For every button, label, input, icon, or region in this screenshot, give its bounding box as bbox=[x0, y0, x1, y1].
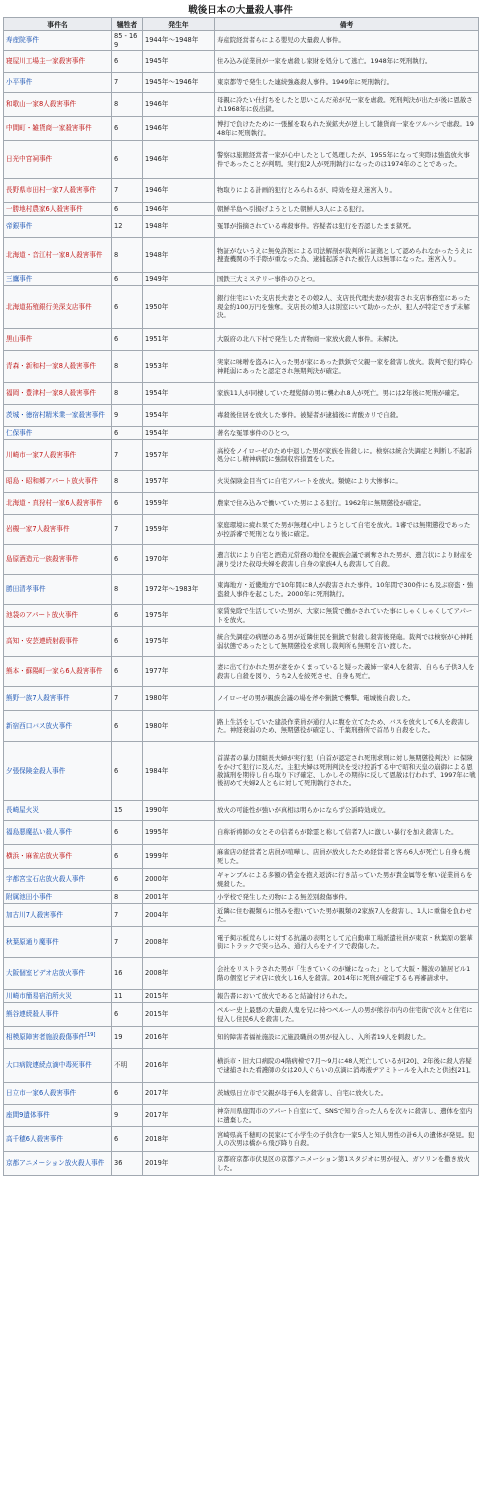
incident-year: 1950年 bbox=[143, 286, 215, 329]
table-row bbox=[4, 575, 479, 605]
victim-count: 8 bbox=[112, 471, 143, 493]
incident-name[interactable]: 帝銀事件 bbox=[6, 222, 33, 231]
incident-year: 1995年 bbox=[143, 821, 215, 845]
incident-name[interactable]: 島原酒造元一族殺害事件 bbox=[6, 555, 79, 564]
table-row bbox=[4, 958, 479, 990]
table-row bbox=[4, 93, 479, 117]
incident-name-link[interactable] bbox=[4, 51, 112, 73]
incident-note: 麻雀店の経営者と店員が喧嘩し、店員が放火したため経営者と客ら6人が死亡し自身も焼死した。 bbox=[215, 845, 479, 869]
incident-name[interactable]: 岩槻一家7人殺害事件 bbox=[6, 525, 70, 534]
table-row bbox=[4, 179, 479, 203]
incident-name-link[interactable] bbox=[4, 329, 112, 351]
incident-year: 2000年 bbox=[143, 869, 215, 891]
incident-note: 高校をノイローゼのため中退した男が家族を皆殺しに。検察は統合失調症と判断し不起訴処分にし精神病院に強制収容措置をした。 bbox=[215, 440, 479, 471]
incident-year: 1959年 bbox=[143, 515, 215, 545]
header-name[interactable]: 事件名 bbox=[4, 18, 112, 31]
incident-name-link[interactable] bbox=[4, 1083, 112, 1105]
table-row bbox=[4, 351, 479, 383]
incident-name[interactable]: 一勝地村農家6人殺害事件 bbox=[6, 204, 83, 213]
incident-name-link[interactable] bbox=[4, 742, 112, 801]
incident-name-link[interactable] bbox=[4, 31, 112, 51]
table-row bbox=[4, 657, 479, 687]
victim-count: 8 bbox=[112, 238, 143, 273]
incident-note: 物証がないうえに無免許医による司法解剖が裁判所に証拠として認められなかったうえに捜査機関の不手際が重なった為、逮捕起訴された被告人は無罪になった。迷宮入り。 bbox=[215, 238, 479, 273]
table-row bbox=[4, 31, 479, 51]
incident-note: 報告書において放火であると結論付けられた。 bbox=[215, 990, 479, 1003]
incident-name-link[interactable] bbox=[4, 405, 112, 427]
victim-count: 7 bbox=[112, 515, 143, 545]
table-row bbox=[4, 383, 479, 405]
incident-note: 銀行住宅にいた支店長夫妻とその娘2人、支店長代理夫妻が殺害され支店事務室にあった現金約100万円を強奪。支店長の娘3人は別室にいて助かったが、犯人が特定できず未解決。 bbox=[215, 286, 479, 329]
incident-note: 小学校で発生した刃物による無差別殺傷事件。 bbox=[215, 891, 479, 904]
incident-name-link[interactable] bbox=[4, 1127, 112, 1152]
incident-note: 東京都等で発生した連続強姦殺人事件。1949年に死刑執行。 bbox=[215, 73, 479, 93]
incident-name[interactable]: 座間9遺体事件 bbox=[6, 1111, 50, 1120]
incident-year: 1977年 bbox=[143, 657, 215, 687]
incident-name-link[interactable] bbox=[4, 1027, 112, 1049]
incident-name[interactable]: 秋葉原通り魔事件 bbox=[6, 937, 59, 946]
victim-count: 6 bbox=[112, 845, 143, 869]
incident-year: 2004年 bbox=[143, 904, 215, 927]
incident-name-link[interactable] bbox=[4, 203, 112, 216]
incident-name[interactable]: 勝田清孝事件 bbox=[6, 585, 46, 594]
incident-name-link[interactable] bbox=[4, 711, 112, 742]
incident-year: 1975年 bbox=[143, 627, 215, 657]
incident-year: 1949年 bbox=[143, 273, 215, 286]
incident-name[interactable]: 福島悪魔払い殺人事件 bbox=[6, 828, 72, 837]
incident-note: 大阪府の北八下村で発生した青物商一家放火殺人事件。未解決。 bbox=[215, 329, 479, 351]
table-row bbox=[4, 545, 479, 575]
incident-year: 2019年 bbox=[143, 1152, 215, 1176]
victim-count: 7 bbox=[112, 179, 143, 203]
victim-count: 36 bbox=[112, 1152, 143, 1176]
victim-count: 6 bbox=[112, 1083, 143, 1105]
table-row bbox=[4, 1083, 479, 1105]
incident-name[interactable]: 茨城・徳宿村精米業一家殺害事件 bbox=[6, 411, 105, 420]
incident-year: 2016年 bbox=[143, 1049, 215, 1083]
incident-name[interactable]: 黒山事件 bbox=[6, 335, 33, 344]
incident-year: 2008年 bbox=[143, 958, 215, 990]
incident-year: 2008年 bbox=[143, 927, 215, 958]
header-row bbox=[4, 18, 479, 31]
victim-count: 8 bbox=[112, 383, 143, 405]
incident-note: 放火の可能性が強いが真相は明らかにならず公訴時効成立。 bbox=[215, 801, 479, 821]
incident-note: 家賃免除で生活していた男が、大家に無賃で働かされていた事にしゃくしゃくしてアパートを放火。 bbox=[215, 605, 479, 627]
incident-name-link[interactable] bbox=[4, 1049, 112, 1083]
incident-name[interactable]: 寝屋川工場主一家殺害事件 bbox=[6, 57, 86, 66]
table-row bbox=[4, 1003, 479, 1027]
incident-year: 2017年 bbox=[143, 1083, 215, 1105]
incident-name-link[interactable] bbox=[4, 1003, 112, 1027]
victim-count: 6 bbox=[112, 1003, 143, 1027]
incident-name[interactable]: 長崎屋火災 bbox=[6, 806, 39, 815]
incident-year: 1972年〜1983年 bbox=[143, 575, 215, 605]
table-row bbox=[4, 493, 479, 515]
incident-year: 1957年 bbox=[143, 440, 215, 471]
table-row bbox=[4, 687, 479, 711]
incident-name-link[interactable] bbox=[4, 869, 112, 891]
victim-count: 6 bbox=[112, 51, 143, 73]
table-row bbox=[4, 286, 479, 329]
incident-name[interactable]: 熊谷連続殺人事件 bbox=[6, 1010, 59, 1019]
incident-year: 1984年 bbox=[143, 742, 215, 801]
incident-name-link[interactable] bbox=[4, 471, 112, 493]
header-note[interactable]: 備考 bbox=[215, 18, 479, 31]
incident-name[interactable]: 京都アニメーション放火殺人事件 bbox=[6, 1159, 105, 1168]
incident-name[interactable]: 熊野一族7人殺害事件 bbox=[6, 694, 70, 703]
mass-murder-table bbox=[3, 17, 479, 1176]
incident-name[interactable]: 福岡・豊津村一家8人殺害事件 bbox=[6, 389, 96, 398]
incident-note: 毒殺後住居を放火した事件。被疑者が逮捕後に青酸カリで自殺。 bbox=[215, 405, 479, 427]
incident-note: ペルー史上最悪の大量殺人鬼を兄に持つペルー人の男が熊谷市内の住宅街で次々と住宅に侵入し住民6人を殺害した。 bbox=[215, 1003, 479, 1027]
incident-name[interactable]: 加古川7人殺害事件 bbox=[6, 910, 63, 919]
table-row bbox=[4, 891, 479, 904]
incident-year: 1944年〜1948年 bbox=[143, 31, 215, 51]
table-row bbox=[4, 742, 479, 801]
incident-year: 2018年 bbox=[143, 1127, 215, 1152]
incident-year: 1951年 bbox=[143, 329, 215, 351]
incident-name[interactable]: 大阪個室ビデオ店放火事件 bbox=[6, 969, 85, 978]
table-row bbox=[4, 1152, 479, 1176]
incident-note: 住み込み従業員が一家を虐殺し家財を処分して逃亡。1948年に死刑執行。 bbox=[215, 51, 479, 73]
incident-note: ノイローゼの男が親族会議の場を斧や猟銃で襲撃。電城後自殺した。 bbox=[215, 687, 479, 711]
table-row bbox=[4, 1127, 479, 1152]
incident-name[interactable]: 北海道拓殖銀行美深支店事件 bbox=[6, 302, 92, 311]
victim-count: 6 bbox=[112, 286, 143, 329]
victim-count: 19 bbox=[112, 1027, 143, 1049]
incident-note: 家庭環境に疲れ果てた男が無理心中しようとして自宅を放火。1審では無期懲役であったが控訴審で死刑となり後に確定。 bbox=[215, 515, 479, 545]
table-row bbox=[4, 845, 479, 869]
incident-name-link[interactable] bbox=[4, 990, 112, 1003]
incident-name[interactable]: 宇都宮宝石店放火殺人事件 bbox=[6, 875, 86, 884]
incident-note: 家族11人が同棲していた理髪師の男に襲われ8人が死亡。男には2年後に死刑が確定。 bbox=[215, 383, 479, 405]
table-row bbox=[4, 117, 479, 141]
incident-year: 2015年 bbox=[143, 990, 215, 1003]
table-caption: 戦後日本の大量殺人事件 bbox=[188, 5, 293, 16]
incident-year: 1946年 bbox=[143, 141, 215, 179]
incident-note: 物取りによる計画的犯行とみられるが、時効を迎え迷宮入り。 bbox=[215, 179, 479, 203]
incident-name-link[interactable] bbox=[4, 545, 112, 575]
table-row bbox=[4, 427, 479, 440]
incident-note: 自称祈祷師の女とその信者らが除霊と称して信者7人に激しい暴行を加え殺害した。 bbox=[215, 821, 479, 845]
incident-name[interactable]: 小平事件 bbox=[6, 78, 33, 87]
incident-name-link[interactable] bbox=[4, 627, 112, 657]
incident-note: 著名な冤罪事件のひとつ。 bbox=[215, 427, 479, 440]
incident-year: 1953年 bbox=[143, 351, 215, 383]
incident-name[interactable]: 横浜・麻雀店放火事件 bbox=[6, 852, 72, 861]
incident-note: 寿産院経営者らによる嬰児の大量殺人事件。 bbox=[215, 31, 479, 51]
incident-year: 1945年〜1946年 bbox=[143, 73, 215, 93]
incident-year: 1946年 bbox=[143, 179, 215, 203]
table-row bbox=[4, 515, 479, 545]
victim-count: 85 - 169 bbox=[112, 31, 143, 51]
victim-count: 6 bbox=[112, 711, 143, 742]
incident-year: 2015年 bbox=[143, 1003, 215, 1027]
table-row bbox=[4, 927, 479, 958]
incident-name-link[interactable] bbox=[4, 845, 112, 869]
victim-count: 8 bbox=[112, 351, 143, 383]
incident-name[interactable]: 三鷹事件 bbox=[6, 274, 33, 283]
incident-year: 1970年 bbox=[143, 545, 215, 575]
incident-year: 1945年 bbox=[143, 51, 215, 73]
incident-note: 火災保険金目当てに自宅アパートを放火。類焼により大惨事に。 bbox=[215, 471, 479, 493]
table-row bbox=[4, 1105, 479, 1127]
incident-name-link[interactable] bbox=[4, 687, 112, 711]
victim-count: 6 bbox=[112, 657, 143, 687]
incident-note: 遺言状により自宅と酒造元常務の地位を親族会議で剥奪された男が、遺言状により財産を譲り受けた叔母夫婦を殺害し自身の家族4人も殺害して自殺。 bbox=[215, 545, 479, 575]
victim-count: 6 bbox=[112, 203, 143, 216]
incident-name[interactable]: 大口病院連続点滴中毒死事件 bbox=[6, 1061, 92, 1070]
table-row bbox=[4, 471, 479, 493]
table-row bbox=[4, 440, 479, 471]
incident-year: 1990年 bbox=[143, 801, 215, 821]
incident-name[interactable]: 高千穂6人殺害事件 bbox=[6, 1134, 63, 1143]
incident-note: 国鉄三大ミステリー事件のひとつ。 bbox=[215, 273, 479, 286]
incident-year: 1975年 bbox=[143, 605, 215, 627]
victim-count: 6 bbox=[112, 627, 143, 657]
reference-link[interactable]: [19] bbox=[85, 1032, 96, 1039]
incident-year: 1954年 bbox=[143, 383, 215, 405]
incident-name[interactable]: 熊本・蘇陽町一家ら6人殺害事件 bbox=[6, 667, 103, 676]
incident-year: 1946年 bbox=[143, 203, 215, 216]
incident-note: 妻に出て行かれた男が妻をかくまっていると疑った義姉一家4人を殺害、自らも子供3人を殺害し自殺を図り、うち2人を絞死させ、自身も死亡。 bbox=[215, 657, 479, 687]
victim-count: 8 bbox=[112, 575, 143, 605]
incident-note: 茨城県日立市で父親が母子6人を殺害し、自宅に放火した。 bbox=[215, 1083, 479, 1105]
incident-name-link[interactable] bbox=[4, 605, 112, 627]
incident-name[interactable]: 長野県市田村一家7人殺害事件 bbox=[6, 186, 96, 195]
incident-year: 1946年 bbox=[143, 117, 215, 141]
incident-name[interactable]: 仁保事件 bbox=[6, 428, 33, 437]
victim-count: 9 bbox=[112, 405, 143, 427]
header-year[interactable]: 発生年 bbox=[143, 18, 215, 31]
table-row bbox=[4, 216, 479, 238]
victim-count: 7 bbox=[112, 440, 143, 471]
victim-count: 6 bbox=[112, 605, 143, 627]
incident-year: 1999年 bbox=[143, 845, 215, 869]
victim-count: 6 bbox=[112, 117, 143, 141]
incident-name[interactable]: 青森・新和村一家8人殺害事件 bbox=[6, 362, 96, 371]
incident-name-link[interactable] bbox=[4, 801, 112, 821]
incident-year: 1957年 bbox=[143, 471, 215, 493]
incident-name[interactable]: 川崎市一家7人殺害事件 bbox=[6, 450, 77, 459]
victim-count: 6 bbox=[112, 821, 143, 845]
table-row bbox=[4, 904, 479, 927]
incident-year: 1946年 bbox=[143, 93, 215, 117]
incident-name-link[interactable] bbox=[4, 216, 112, 238]
victim-count: 6 bbox=[112, 329, 143, 351]
incident-name[interactable]: 夕張保険金殺人事件 bbox=[6, 766, 66, 775]
incident-year: 1959年 bbox=[143, 493, 215, 515]
incident-year: 1980年 bbox=[143, 687, 215, 711]
incident-note: 近隣に住む親類らに恨みを抱いていた男が親類の2家族7人を殺害し、1人に重傷を負わせた。 bbox=[215, 904, 479, 927]
incident-name-link[interactable] bbox=[4, 286, 112, 329]
incident-name[interactable]: 北海道・音江村一家8人殺害事件 bbox=[6, 250, 103, 259]
incident-note: 知的障害者福祉施設に元施設職員の男が侵入し、入所者19人を刺殺した。 bbox=[215, 1027, 479, 1049]
incident-name-link[interactable] bbox=[4, 1152, 112, 1176]
table-row bbox=[4, 329, 479, 351]
table-row bbox=[4, 711, 479, 742]
incident-note: 冤罪が指摘されている毒殺事件。容疑者は犯行を否認したまま獄死。 bbox=[215, 216, 479, 238]
incident-year: 1954年 bbox=[143, 405, 215, 427]
table-row bbox=[4, 605, 479, 627]
incident-note: 宮崎県高千穂町の民家にて小学生の子供含む一家5人と知人男性の計6人の遺体が発見。犯人の次男は橋から飛び降り自殺。 bbox=[215, 1127, 479, 1152]
incident-name-link[interactable] bbox=[4, 891, 112, 904]
incident-name[interactable]: 日光中宮祠事件 bbox=[6, 155, 53, 164]
incident-year: 2016年 bbox=[143, 1027, 215, 1049]
table-row bbox=[4, 821, 479, 845]
incident-note: 京都府京都市伏見区の京都アニメーション第1スタジオに男が侵入、ガソリンを撒き放火した。 bbox=[215, 1152, 479, 1176]
table-row bbox=[4, 141, 479, 179]
victim-count: 12 bbox=[112, 216, 143, 238]
incident-name-link[interactable] bbox=[4, 117, 112, 141]
incident-name[interactable]: 川崎市簡易宿泊所火災 bbox=[6, 991, 72, 1000]
table-row bbox=[4, 273, 479, 286]
table-row bbox=[4, 869, 479, 891]
victim-count: 7 bbox=[112, 904, 143, 927]
victim-count: 6 bbox=[112, 427, 143, 440]
incident-note: 統合失調症の病歴のある男が近隣住民を猟銃で射殺し殺害後発砲。裁判では検察が心神耗弱状態であったとして無期懲役を求刑し裁判所も無期を言い渡した。 bbox=[215, 627, 479, 657]
incident-name[interactable]: 池袋のアパート放火事件 bbox=[6, 611, 79, 620]
incident-year: 2001年 bbox=[143, 891, 215, 904]
incident-year: 1954年 bbox=[143, 427, 215, 440]
table-row bbox=[4, 1027, 479, 1049]
incident-year: 1948年 bbox=[143, 216, 215, 238]
incident-note: 農家で住み込みで働いていた男による犯行。1962年に無期懲役が確定。 bbox=[215, 493, 479, 515]
incident-name-link[interactable] bbox=[4, 958, 112, 990]
incident-note: 首謀者の暴力団組長夫婦が実行犯（自首が認定され死刑求刑に対し無期懲役判決）に保険をかけて犯行に及んだ。主犯夫婦は死刑判決を受け控訴する中で昭和天皇の崩御による恩赦減刑を期待し自ら取り下げ確定、しかしその期待に反して恩赦は行われず、1997年に戦後初めて夫婦2人ともに対して死刑執行された。 bbox=[215, 742, 479, 801]
victim-count: 15 bbox=[112, 801, 143, 821]
victim-count: 6 bbox=[112, 493, 143, 515]
incident-name[interactable]: 附属池田小事件 bbox=[6, 892, 53, 901]
victim-count: 不明 bbox=[112, 1049, 143, 1083]
incident-name-link[interactable] bbox=[4, 657, 112, 687]
incident-name-link[interactable] bbox=[4, 493, 112, 515]
incident-name-link[interactable] bbox=[4, 93, 112, 117]
incident-name-link[interactable] bbox=[4, 351, 112, 383]
incident-name-link[interactable] bbox=[4, 73, 112, 93]
incident-name-link[interactable] bbox=[4, 238, 112, 273]
victim-count: 8 bbox=[112, 891, 143, 904]
incident-note: 母親に冷たい仕打ちをしたと思いこんだ弟が兄一家を虐殺。死刑判決が出たが後に恩赦され1968年に仮出獄。 bbox=[215, 93, 479, 117]
incident-note: 路上生活をしていた建設作業員が通行人に腹を立てたため、バスを放火して6人を殺害した。神経衰弱のため、無期懲役が確定し、千葉刑務所で首吊り自殺をした。 bbox=[215, 711, 479, 742]
incident-note: 神奈川県座間市のアパート自室にて、SNSで知り合った人らを次々に殺害し、遺体を室内に遺棄した。 bbox=[215, 1105, 479, 1127]
victim-count: 6 bbox=[112, 141, 143, 179]
incident-name-link[interactable] bbox=[4, 1105, 112, 1127]
victim-count: 6 bbox=[112, 869, 143, 891]
table-row bbox=[4, 405, 479, 427]
incident-name[interactable]: 相模原障害者施設殺傷事件 bbox=[6, 1033, 86, 1042]
incident-name[interactable]: 高知・安芸連続射殺事件 bbox=[6, 637, 79, 646]
table-row bbox=[4, 73, 479, 93]
victim-count: 6 bbox=[112, 273, 143, 286]
table-row bbox=[4, 51, 479, 73]
incident-year: 1980年 bbox=[143, 711, 215, 742]
victim-count: 6 bbox=[112, 742, 143, 801]
victim-count: 9 bbox=[112, 1105, 143, 1127]
incident-name-link[interactable] bbox=[4, 821, 112, 845]
incident-year: 2017年 bbox=[143, 1105, 215, 1127]
victim-count: 6 bbox=[112, 545, 143, 575]
victim-count: 11 bbox=[112, 990, 143, 1003]
table-row bbox=[4, 801, 479, 821]
incident-name-link[interactable] bbox=[4, 440, 112, 471]
table-row bbox=[4, 203, 479, 216]
victim-count: 16 bbox=[112, 958, 143, 990]
incident-note: 警察は旅館経営者一家が心中したとして処理したが、1955年になって実際は強盗放火事件であったことが判明。実行犯2人が死刑執行になったのは1974年のことであった。 bbox=[215, 141, 479, 179]
incident-name[interactable]: 日立市一家6人殺害事件 bbox=[6, 1089, 77, 1098]
incident-note: 会社をリストラされた男が「生きていくのが嫌になった」として大阪・難波の雑居ビル1階の個室ビデオ店に放火し16人を殺害。2014年に死刑が確定するも再審請求中。 bbox=[215, 958, 479, 990]
incident-note: 朝鮮半島へ引揚げようとした朝鮮人3人による犯行。 bbox=[215, 203, 479, 216]
incident-name-link[interactable] bbox=[4, 927, 112, 958]
incident-note: 実家に味噌を盗みに入った男が家にあった鉄鋲で父親一家を殺害し放火。裁判で犯行時心神耗弱にあったと認定され無期判決が確定。 bbox=[215, 351, 479, 383]
incident-name-link[interactable] bbox=[4, 515, 112, 545]
table-row bbox=[4, 990, 479, 1003]
victim-count: 7 bbox=[112, 73, 143, 93]
incident-name[interactable]: 新宿西口バス放火事件 bbox=[6, 721, 72, 730]
incident-name-link[interactable] bbox=[4, 179, 112, 203]
victim-count: 8 bbox=[112, 93, 143, 117]
incident-name-link[interactable] bbox=[4, 383, 112, 405]
incident-name-link[interactable] bbox=[4, 427, 112, 440]
incident-name[interactable]: 和歌山一家8人殺害事件 bbox=[6, 100, 77, 109]
incident-name[interactable]: 中間町・雑貨商一家殺害事件 bbox=[6, 124, 92, 133]
incident-name-link[interactable] bbox=[4, 141, 112, 179]
table-row bbox=[4, 238, 479, 273]
incident-note: 博打で負けたために一張羅を取られた炭鉱夫が逆上して雑貨商一家をツルハシで虐殺。1948年に死刑執行。 bbox=[215, 117, 479, 141]
victim-count: 6 bbox=[112, 1127, 143, 1152]
incident-name[interactable]: 北海道・真狩村一家6人殺害事件 bbox=[6, 499, 103, 508]
header-victims[interactable]: 犠牲者 bbox=[112, 18, 143, 31]
incident-name-link[interactable] bbox=[4, 273, 112, 286]
table-row bbox=[4, 627, 479, 657]
incident-name-link[interactable] bbox=[4, 575, 112, 605]
table-body bbox=[4, 31, 479, 1176]
incident-year: 1948年 bbox=[143, 238, 215, 273]
table-row bbox=[4, 1049, 479, 1083]
victim-count: 7 bbox=[112, 687, 143, 711]
victim-count: 7 bbox=[112, 927, 143, 958]
incident-note: ギャンブルによる多額の借金を抱え返済に行き詰っていた男が貴金属等を奪い従業員らを焼殺した。 bbox=[215, 869, 479, 891]
incident-note: 電子掲示板荒らしに対する抗議の表明として元自動車工場派遣社員が東京・秋葉原の繁華街にトラックで突っ込み、通行人らをナイフで殺傷した。 bbox=[215, 927, 479, 958]
incident-name[interactable]: 寿産院事件 bbox=[6, 36, 39, 45]
incident-note: 横浜市・旧大口病院の4階病棟で7月〜9月に48人死亡しているが[20]、2年後に殺人容疑で逮捕された看護師の女は20人ぐらいの点滴に消毒液ヂアミトールを入れたと供述[21]。 bbox=[215, 1049, 479, 1083]
incident-name-link[interactable] bbox=[4, 904, 112, 927]
incident-name[interactable]: 昭島・昭和郷アパート放火事件 bbox=[6, 477, 98, 486]
incident-note: 東海地方・近畿地方で10年間に8人が殺害された事件。10年間で300件にも及ぶ窃盗・強盗殺人事件を起こした。2000年に死刑執行。 bbox=[215, 575, 479, 605]
